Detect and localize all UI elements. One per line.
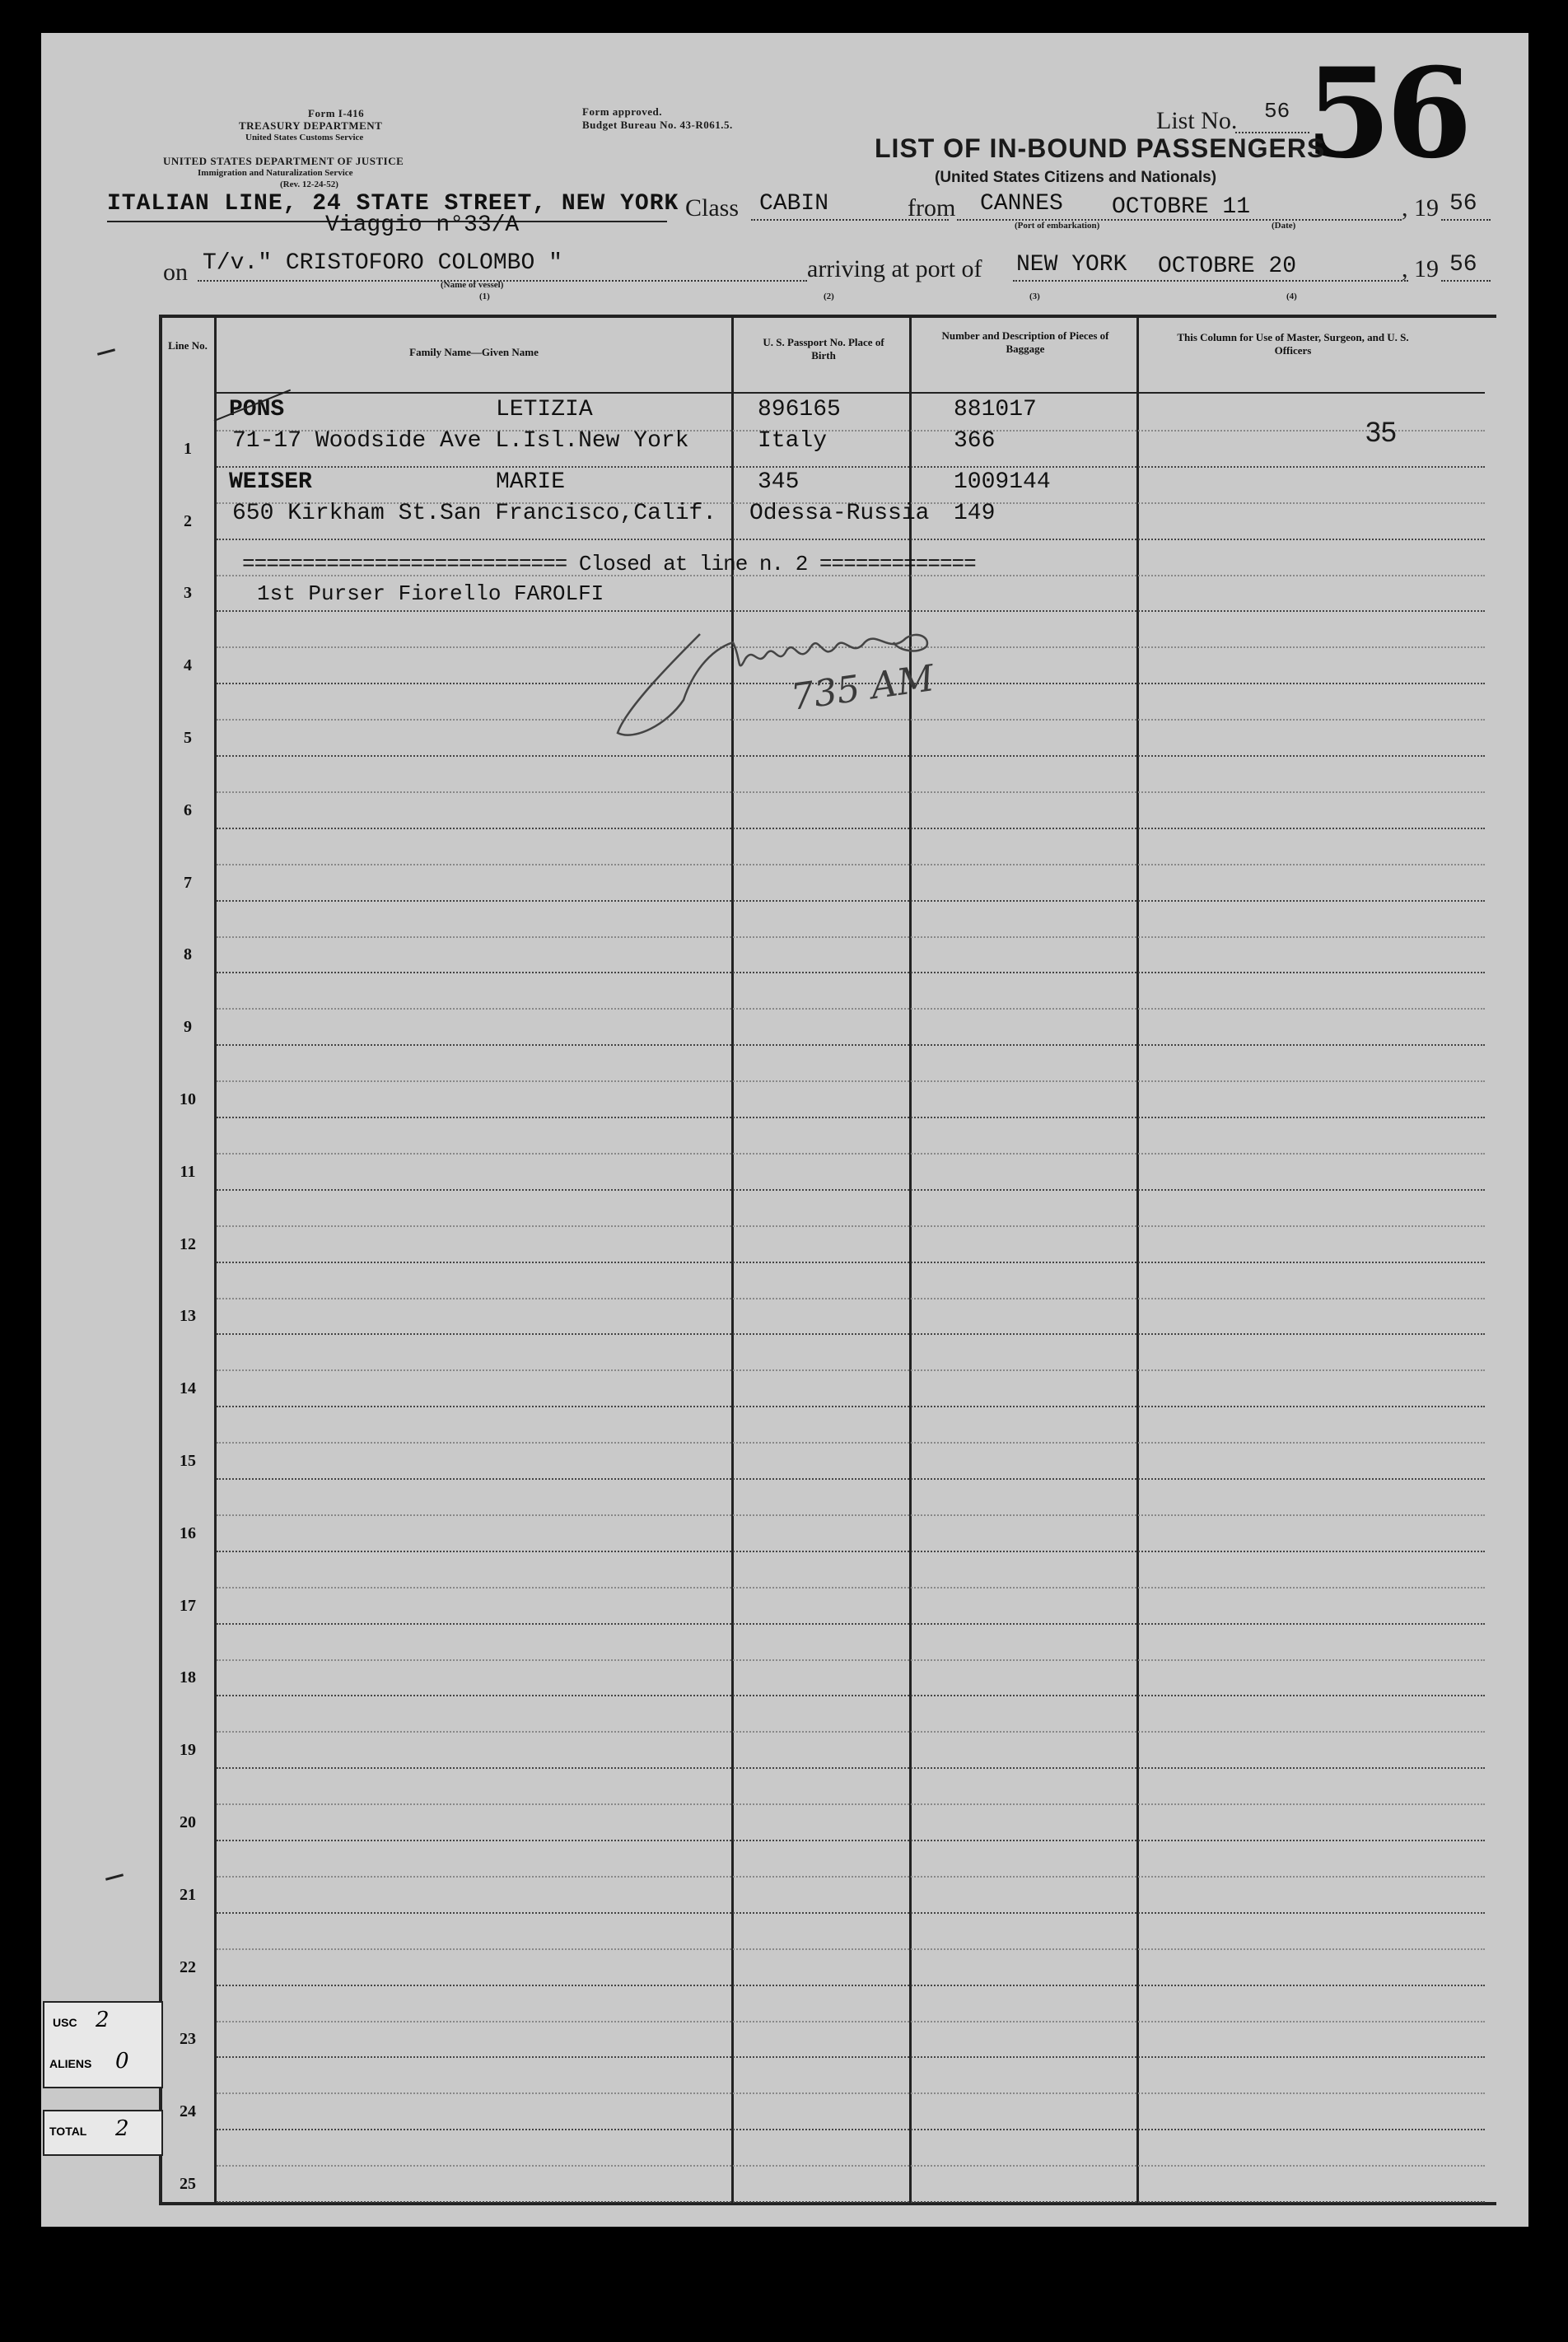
row-number-1: 1 bbox=[184, 439, 192, 458]
entry2-baggage-1: 1009144 bbox=[954, 469, 1051, 495]
from-date: OCTOBRE 11 bbox=[1112, 194, 1251, 220]
row-midline bbox=[217, 1298, 1485, 1299]
total-stamp bbox=[43, 2110, 163, 2156]
row-line bbox=[217, 828, 1485, 829]
row-line bbox=[217, 972, 1485, 973]
year-line-1 bbox=[1441, 219, 1491, 221]
row-midline bbox=[217, 1369, 1485, 1371]
col-divider-line bbox=[214, 315, 217, 2205]
shipping-company: ITALIAN LINE, 24 STATE STREET, NEW YORK bbox=[107, 191, 679, 217]
entry1-family: PONS bbox=[229, 397, 285, 422]
form-subtitle: (United States Citizens and Nationals) bbox=[935, 169, 1217, 186]
entry1-birth: Italy bbox=[758, 428, 828, 454]
row-line bbox=[217, 539, 1485, 540]
vessel-caption: (Name of vessel) bbox=[441, 280, 504, 290]
row-line bbox=[217, 1767, 1485, 1769]
row-midline bbox=[217, 1731, 1485, 1733]
row-midline bbox=[217, 936, 1485, 938]
header-bottom-border bbox=[217, 392, 1485, 394]
row-midline bbox=[217, 2165, 1485, 2167]
table-top-border bbox=[159, 315, 1496, 318]
form-revision: (Rev. 12-24-52) bbox=[280, 180, 338, 189]
row-midline bbox=[217, 1008, 1485, 1010]
row-line bbox=[217, 2056, 1485, 2058]
from-port: CANNES bbox=[980, 191, 1063, 217]
row-midline bbox=[217, 791, 1485, 793]
closing-line: =========================== Closed at line n. 2 ============= bbox=[242, 552, 976, 576]
row-midline bbox=[217, 1514, 1485, 1516]
row-line bbox=[217, 466, 1485, 468]
class-value: CABIN bbox=[759, 191, 829, 217]
row-number-19: 19 bbox=[180, 1741, 196, 1760]
row-line bbox=[217, 1262, 1485, 1263]
row-line bbox=[217, 1333, 1485, 1335]
row-line bbox=[217, 1189, 1485, 1191]
usc-value: 2 bbox=[96, 2008, 110, 2032]
purser-name: 1st Purser Fiorello FAROLFI bbox=[257, 581, 604, 606]
year-prefix-2: , 19 bbox=[1402, 255, 1439, 282]
budget-bureau: Budget Bureau No. 43-R061.5. bbox=[582, 119, 733, 131]
row-number-12: 12 bbox=[180, 1234, 196, 1253]
col-divider-name bbox=[731, 315, 734, 2205]
entry2-family: WEISER bbox=[229, 469, 312, 495]
row-number-13: 13 bbox=[180, 1307, 196, 1326]
col2-caption: (2) bbox=[824, 292, 834, 301]
header-line-no: Line No. bbox=[168, 339, 208, 352]
row-midline bbox=[217, 1803, 1485, 1805]
row-midline bbox=[217, 1442, 1485, 1444]
class-label: Class bbox=[685, 194, 740, 222]
row-number-22: 22 bbox=[180, 1957, 196, 1976]
header-officers: This Column for Use of Master, Surgeon, and U. S. Officers bbox=[1177, 331, 1409, 357]
justice-department: UNITED STATES DEPARTMENT OF JUSTICE bbox=[163, 155, 404, 167]
row-midline bbox=[217, 1659, 1485, 1661]
row-number-25: 25 bbox=[180, 2175, 196, 2193]
total-value: 2 bbox=[115, 2116, 129, 2141]
row-number-10: 10 bbox=[180, 1090, 196, 1108]
year-suffix-1: 56 bbox=[1449, 191, 1477, 217]
row-number-3: 3 bbox=[184, 584, 192, 603]
row-number-15: 15 bbox=[180, 1452, 196, 1470]
header-passport: U. S. Passport No. Place of Birth bbox=[763, 336, 884, 362]
col-divider-passport bbox=[909, 315, 912, 2205]
row-number-21: 21 bbox=[180, 1885, 196, 1904]
header-baggage: Number and Description of Pieces of Baggage bbox=[941, 329, 1109, 355]
row-number-17: 17 bbox=[180, 1596, 196, 1615]
row-line bbox=[217, 1695, 1485, 1696]
row-midline bbox=[217, 864, 1485, 865]
form-number: Form I-416 bbox=[308, 107, 365, 119]
entry2-given: MARIE bbox=[496, 469, 566, 495]
usc-label: USC bbox=[53, 2016, 77, 2029]
entry1-baggage-1: 881017 bbox=[954, 397, 1037, 422]
row-line bbox=[217, 1551, 1485, 1552]
row-number-20: 20 bbox=[180, 1813, 196, 1831]
handwritten-time: 735 AM bbox=[788, 657, 937, 719]
arrival-line bbox=[1013, 280, 1408, 282]
entry1-address: 71-17 Woodside Ave L.Isl.New York bbox=[232, 428, 689, 454]
arrival-date: OCTOBRE 20 bbox=[1158, 254, 1297, 279]
row-number-4: 4 bbox=[184, 656, 192, 675]
vessel-name: T/v." CRISTOFORO COLOMBO " bbox=[203, 250, 562, 276]
total-label: TOTAL bbox=[49, 2125, 87, 2138]
immigration-service: Immigration and Naturalization Service bbox=[198, 168, 353, 178]
form-title: LIST OF IN-BOUND PASSENGERS bbox=[875, 133, 1326, 163]
col1-caption: (1) bbox=[479, 292, 490, 301]
header-name: Family Name—Given Name bbox=[409, 346, 539, 358]
year-suffix-2: 56 bbox=[1449, 252, 1477, 278]
row-midline bbox=[217, 2092, 1485, 2094]
row-midline bbox=[217, 1225, 1485, 1227]
row-midline bbox=[217, 1948, 1485, 1950]
list-number-large: 56 bbox=[1305, 41, 1468, 186]
aliens-stamp bbox=[43, 2044, 163, 2088]
row-number-23: 23 bbox=[180, 2030, 196, 2049]
list-number-small: 56 bbox=[1264, 99, 1290, 124]
row-number-9: 9 bbox=[184, 1018, 192, 1037]
row-line bbox=[217, 1985, 1485, 1986]
list-no-label: List No. bbox=[1156, 107, 1238, 134]
entry2-baggage-2: 149 bbox=[954, 501, 996, 526]
on-label: on bbox=[163, 259, 188, 286]
row-midline bbox=[217, 2021, 1485, 2022]
date-caption: (Date) bbox=[1272, 221, 1296, 231]
voyage-number: Viaggio n°33/A bbox=[325, 212, 520, 238]
row-line bbox=[217, 1840, 1485, 1841]
row-number-11: 11 bbox=[180, 1162, 196, 1181]
margin-tick bbox=[105, 1873, 124, 1881]
row-number-14: 14 bbox=[180, 1379, 196, 1398]
from-label: from bbox=[908, 194, 956, 222]
row-number-2: 2 bbox=[184, 511, 192, 530]
customs-service: United States Customs Service bbox=[245, 133, 364, 142]
row-number-16: 16 bbox=[180, 1523, 196, 1542]
entry1-given: LETIZIA bbox=[496, 397, 593, 422]
treasury-department: TREASURY DEPARTMENT bbox=[239, 119, 383, 132]
entry2-birth: Odessa-Russia bbox=[749, 501, 930, 526]
row-number-18: 18 bbox=[180, 1668, 196, 1687]
row-number-8: 8 bbox=[184, 945, 192, 964]
row-line bbox=[217, 2129, 1485, 2130]
entry1-officer-note: 35 bbox=[1365, 417, 1397, 448]
document-page bbox=[41, 33, 1528, 2227]
aliens-label: ALIENS bbox=[49, 2057, 92, 2070]
row-line bbox=[217, 1044, 1485, 1046]
row-line bbox=[217, 2201, 1485, 2203]
row-number-5: 5 bbox=[184, 729, 192, 747]
row-midline bbox=[217, 1080, 1485, 1082]
year-line-2 bbox=[1441, 280, 1491, 282]
col-divider-baggage bbox=[1136, 315, 1139, 2205]
table-left-border bbox=[159, 315, 162, 2205]
margin-tick bbox=[97, 348, 115, 356]
arrival-port: NEW YORK bbox=[1016, 252, 1127, 278]
arriving-label: arriving at port of bbox=[807, 255, 982, 282]
row-number-24: 24 bbox=[180, 2102, 196, 2121]
col4-caption: (4) bbox=[1286, 292, 1297, 301]
entry2-passport: 345 bbox=[758, 469, 800, 495]
port-embarkation-caption: (Port of embarkation) bbox=[1015, 221, 1100, 231]
row-line bbox=[217, 1478, 1485, 1480]
year-prefix-1: , 19 bbox=[1402, 194, 1439, 222]
form-approved: Form approved. bbox=[582, 105, 663, 118]
entry2-address: 650 Kirkham St.San Francisco,Calif. bbox=[232, 501, 717, 526]
row-line bbox=[217, 1623, 1485, 1625]
aliens-value: 0 bbox=[115, 2049, 129, 2074]
row-line bbox=[217, 1406, 1485, 1407]
row-midline bbox=[217, 1153, 1485, 1155]
col3-caption: (3) bbox=[1029, 292, 1040, 301]
row-number-6: 6 bbox=[184, 800, 192, 819]
row-line bbox=[217, 1912, 1485, 1914]
row-number-7: 7 bbox=[184, 873, 192, 892]
entry1-baggage-2: 366 bbox=[954, 428, 996, 454]
usc-stamp bbox=[43, 2001, 163, 2047]
row-line bbox=[217, 1117, 1485, 1118]
row-line bbox=[217, 900, 1485, 902]
entry1-passport: 896165 bbox=[758, 397, 841, 422]
row-midline bbox=[217, 1587, 1485, 1589]
row-midline bbox=[217, 1876, 1485, 1878]
